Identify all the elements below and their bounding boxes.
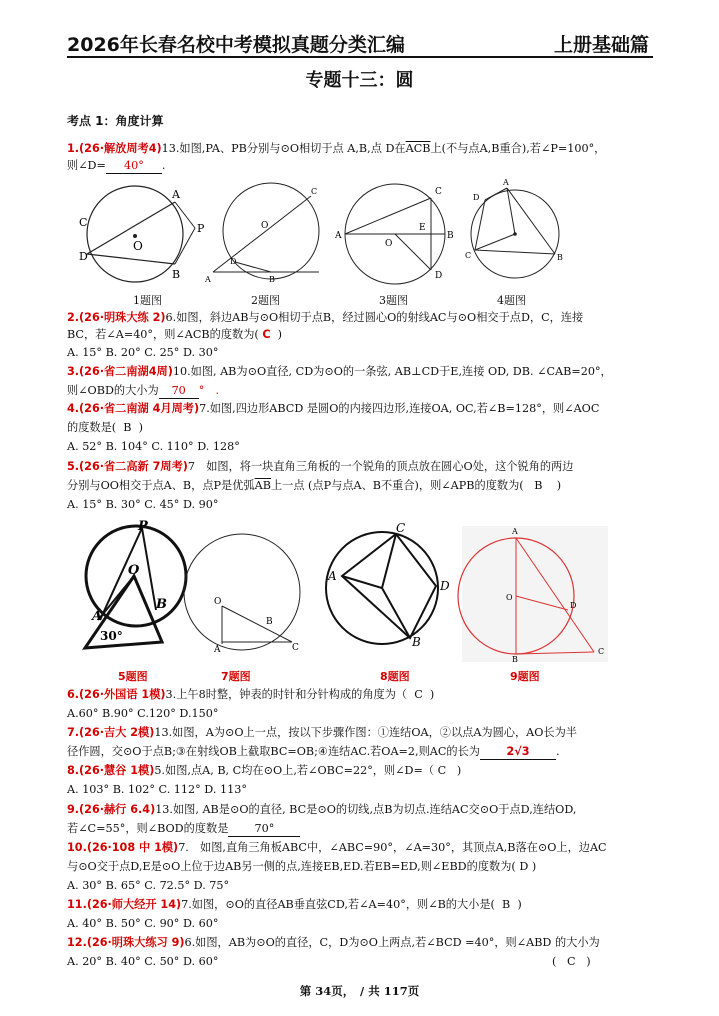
question-4-options: A. 52° B. 104° C. 110° D. 128°	[67, 440, 240, 453]
question-source: (26·省二高新 7周考)	[79, 460, 188, 473]
question-text: 7.如图,四边形ABCD 是圆O的内接四边形,连接OA, OC,若∠B=128°，则∠AOC	[199, 402, 600, 415]
question-text: 径作圆，交⊙O于点B;③在射线OB上截取BC=OB;④连结AC.若OA=2,则AC的长为	[67, 745, 480, 758]
question-text: )	[456, 764, 462, 777]
question-6	[67, 688, 434, 702]
question-source: (26·省二南湖4周)	[79, 365, 173, 378]
question-4	[67, 402, 599, 416]
question-text: 若∠C=55°，则∠BOD的度数是	[67, 822, 229, 835]
svg-text:30°: 30°	[100, 629, 123, 643]
figure-caption: 1题图	[133, 294, 162, 307]
question-10-line-2	[67, 860, 536, 874]
answer-blank: 70	[159, 384, 199, 399]
svg-text:E: E	[419, 223, 426, 233]
question-text: )	[531, 860, 537, 873]
svg-text:A: A	[214, 645, 221, 655]
question-text: 5.如图,点A, B, C均在⊙O上,若∠OBC=22°，则∠D=（	[154, 764, 435, 777]
question-text: )	[429, 688, 435, 701]
svg-text:P: P	[197, 222, 205, 235]
question-source: (26·108 中 1模)	[86, 841, 179, 854]
question-3-line-2	[67, 384, 219, 399]
question-11	[67, 898, 522, 912]
question-text: 则∠D=	[67, 159, 106, 172]
answer-choice: C	[437, 764, 447, 777]
answer-choice: C	[262, 328, 271, 341]
question-10	[67, 841, 607, 855]
answer-choice: C	[414, 688, 423, 701]
svg-text:O: O	[214, 597, 222, 607]
answer-blank: 40°	[106, 159, 162, 174]
answer-choice: B	[502, 898, 511, 911]
question-10-options: A. 30° B. 65° C. 72.5° D. 75°	[67, 879, 230, 892]
svg-text:C: C	[435, 187, 442, 197]
svg-text:B: B	[269, 275, 275, 284]
question-text: BC，若∠A=40°，则∠ACB的度数为(	[67, 328, 259, 341]
svg-text:D: D	[570, 601, 577, 610]
svg-text:A: A	[328, 569, 337, 583]
question-text: 13.如图，A为⊙O上一点，按以下步骤作图：①连结OA，②以点A为圆心，AO长为半	[154, 726, 577, 739]
svg-text:B: B	[512, 655, 518, 662]
svg-text:A: A	[335, 231, 342, 241]
question-5	[67, 460, 573, 474]
figure-caption: 2题图	[251, 294, 280, 307]
svg-text:A: A	[512, 527, 518, 536]
question-number: 1.	[67, 142, 80, 155]
question-5-options: A. 15° B. 30° C. 45° D. 90°	[67, 498, 219, 511]
question-12-options: A. 20° B. 40° C. 50° D. 60°	[67, 955, 219, 968]
question-source: (26·赫行 6.4)	[79, 803, 156, 816]
figure-caption: 9题图	[510, 670, 540, 683]
question-2-options: A. 15° B. 20° C. 25° D. 30°	[67, 346, 219, 359]
question-source: (26·明珠大练 2)	[79, 311, 166, 324]
question-12	[67, 936, 600, 950]
answer-blank: 2√3	[480, 745, 556, 760]
svg-text:D: D	[435, 271, 443, 281]
question-text: 与⊙O交于点D,E是⊙O上位于边AB另一侧的点,连接EB,ED.若EB=ED,则∠EBD的度数为(	[67, 860, 516, 873]
question-7	[67, 726, 577, 740]
svg-text:O: O	[506, 593, 513, 602]
answer-choice: B	[534, 479, 543, 492]
question-4-line-2	[67, 421, 143, 435]
question-number: 3.	[67, 365, 80, 378]
figure-caption: 5题图	[118, 670, 148, 683]
question-text: 3.上午8时整，钟表的时针和分针构成的角度为（	[165, 688, 408, 701]
question-1-line-2	[67, 159, 165, 174]
section-heading: 考点 1：角度计算	[67, 114, 164, 128]
question-number: 4.	[67, 402, 80, 415]
question-source: (26·解放周考4)	[79, 142, 162, 155]
question-text: .	[161, 159, 166, 172]
svg-text:A: A	[172, 188, 180, 201]
question-text: 13.如图,PA、PB分别与⊙O相切于点 A,B,点 D在	[161, 142, 406, 155]
header-title: 2026年长春名校中考模拟真题分类汇编	[67, 34, 405, 56]
question-9	[67, 803, 576, 817]
question-source: (26·吉大 2模)	[79, 726, 155, 739]
question-number: 11.	[67, 898, 87, 911]
svg-text:D: D	[473, 193, 480, 202]
question-8-options: A. 103° B. 102° C. 112° D. 113°	[67, 783, 247, 796]
svg-text:B: B	[412, 635, 421, 649]
question-text: )	[517, 898, 522, 911]
question-9-line-2	[67, 822, 300, 837]
question-text: 7. 如图,直角三角板ABC中，∠ABC=90°，∠A=30°，其顶点A,B落在⊙O上，边AC	[178, 841, 607, 854]
question-text-2: 上(不与点A,B重合),若∠P=100°，	[430, 142, 606, 155]
question-text: )	[556, 479, 562, 492]
figure-3	[334, 184, 454, 284]
question-number: 7.	[67, 726, 80, 739]
figure-caption: 4题图	[497, 294, 526, 307]
arc-label: $\overline{ACB}$	[405, 142, 431, 155]
question-text: 上一点 (点P与点A、B不重合)，则∠APB的度数为(	[270, 479, 524, 492]
svg-text:D: D	[440, 579, 450, 593]
svg-text:P: P	[138, 520, 148, 534]
svg-text:A: A	[205, 275, 211, 284]
answer-choice: C	[567, 955, 576, 968]
page-footer: 第 34页， / 共 117页	[299, 984, 420, 998]
svg-text:B: B	[447, 231, 454, 241]
arc-label: $\overline{AB}$	[254, 479, 271, 492]
question-1	[67, 142, 605, 156]
question-source: (26·师大经开 14)	[86, 898, 182, 911]
figures-row-2	[80, 520, 640, 662]
question-source: (26·慧谷 1模)	[79, 764, 155, 777]
svg-text:C: C	[79, 216, 88, 229]
svg-text:C: C	[396, 521, 406, 535]
figure-5	[85, 520, 186, 648]
question-source: (26·省二南湖 4月周考)	[79, 402, 200, 415]
svg-text:C: C	[311, 187, 318, 196]
question-text: )	[277, 328, 283, 341]
question-number: 10.	[67, 841, 87, 854]
svg-text:C: C	[598, 647, 605, 656]
question-text: .	[556, 745, 560, 758]
svg-text:D: D	[230, 257, 237, 266]
svg-text:A: A	[503, 178, 509, 187]
question-number: 2.	[67, 311, 80, 324]
question-text: 6.如图，斜边AB与⊙O相切于点B，经过圆心O的射线AC与⊙O相交于点D，C，连接	[165, 311, 584, 324]
question-text: 13.如图, AB是⊙O的直径, BC是⊙O的切线,点B为切点.连结AC交⊙O于点D,连结OD,	[155, 803, 577, 816]
answer-blank: 70°	[228, 822, 300, 837]
answer-unit: ° .	[198, 384, 220, 397]
svg-text:B: B	[557, 253, 563, 262]
question-text: 10.如图, AB为⊙O直径, CD为⊙O的一条弦, AB⊥CD于E,连接 OD, DB. ∠CAB=20°，	[172, 365, 612, 378]
svg-text:B: B	[266, 617, 273, 627]
question-6-options: A.60° B.90° C.120° D.150°	[67, 707, 219, 720]
question-12-answer: ( C )	[552, 955, 591, 968]
question-5-line-2	[67, 479, 561, 493]
figure-1	[79, 186, 205, 282]
question-text: 分别与OO相交于点A、B，点P是优弧	[67, 479, 255, 492]
svg-text:O: O	[128, 563, 140, 578]
question-text: 7 如图，将一块直角三角板的一个锐角的顶点放在圆心O处，这个锐角的两边	[187, 460, 574, 473]
question-text: 6.如图，AB为⊙O的直径，C，D为⊙O上两点,若∠BCD =40°，则∠ABD 的大小为	[184, 936, 600, 949]
answer-choice: B	[123, 421, 132, 434]
figure-8	[326, 521, 450, 649]
svg-text:C: C	[465, 251, 472, 260]
figure-9	[458, 526, 608, 662]
figure-caption: 3题图	[379, 294, 408, 307]
question-number: 5.	[67, 460, 80, 473]
figure-7	[184, 534, 300, 655]
svg-text:D: D	[79, 250, 88, 263]
page-title: 专题十三：圆	[305, 70, 414, 91]
question-8	[67, 764, 461, 778]
svg-text:O: O	[385, 239, 393, 249]
figure-caption: 8题图	[380, 670, 410, 683]
question-3	[67, 365, 612, 379]
figure-caption: 7题图	[221, 670, 251, 683]
question-source: (26·明珠大练习 9)	[86, 936, 185, 949]
header-volume: 上册基础篇	[553, 34, 649, 56]
question-7-line-2	[67, 745, 560, 760]
answer-choice: D	[519, 860, 529, 873]
svg-text:A: A	[92, 609, 103, 624]
question-number: 6.	[67, 688, 80, 701]
question-number: 12.	[67, 936, 87, 949]
question-text: 7.如图，⊙O的直径AB垂直弦CD,若∠A=40°，则∠B的大小是(	[181, 898, 495, 911]
svg-text:O: O	[261, 221, 269, 231]
svg-text:B: B	[156, 597, 167, 612]
figures-row-1	[75, 178, 675, 290]
question-number: 8.	[67, 764, 80, 777]
figure-4	[465, 178, 563, 278]
question-number: 9.	[67, 803, 80, 816]
question-text: 则∠OBD的大小为	[67, 384, 159, 397]
question-text: )	[138, 421, 143, 434]
question-2-line-2	[67, 328, 282, 342]
question-2	[67, 311, 583, 325]
svg-text:B: B	[172, 268, 181, 281]
svg-text:O: O	[133, 239, 143, 253]
question-11-options: A. 40° B. 50° C. 90° D. 60°	[67, 917, 219, 930]
question-text: 的度数是(	[67, 421, 117, 434]
page-header	[67, 30, 653, 58]
svg-text:C: C	[292, 643, 299, 653]
question-source: (26·外国语 1模)	[79, 688, 166, 701]
figure-2	[204, 183, 319, 284]
